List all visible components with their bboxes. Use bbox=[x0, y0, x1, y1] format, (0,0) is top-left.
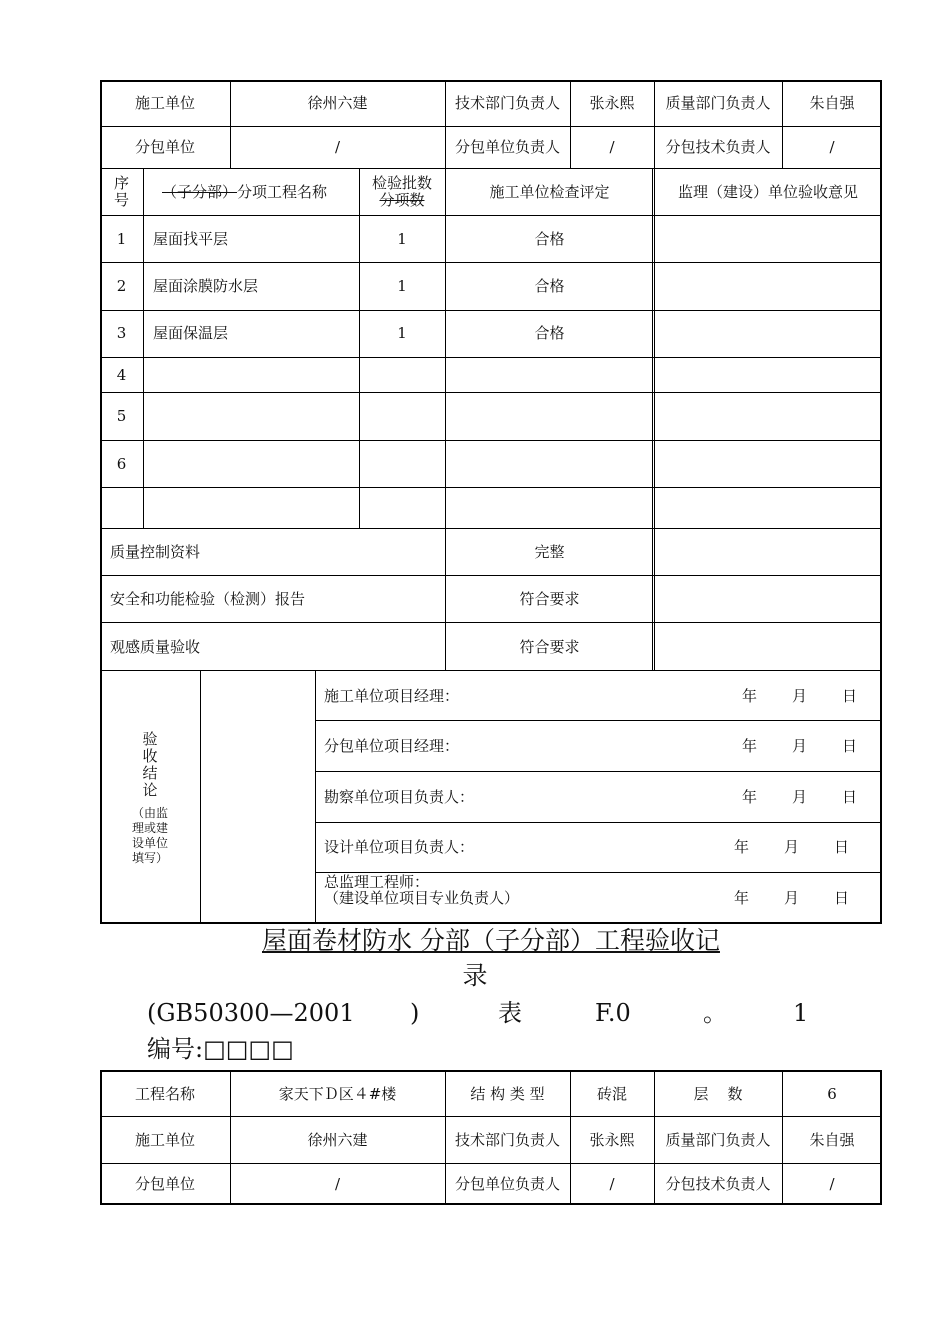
summary-safety-report-label: 安全和功能检验（检测）报告 bbox=[110, 590, 306, 608]
header-item-name-main: 分项工程名称 bbox=[237, 183, 328, 201]
label-tech-dept-head-2: 技术部门负责人 bbox=[454, 1131, 560, 1149]
value-subcontract-head-2: / bbox=[609, 1175, 615, 1193]
label-structure-type: 结 构 类 型 bbox=[470, 1085, 545, 1103]
item-4-no: 4 bbox=[116, 366, 127, 384]
sign-construction-pm: 施工单位项目经理： bbox=[324, 687, 460, 705]
label-construction-unit-2: 施工单位 bbox=[134, 1131, 195, 1149]
sign-5-day: 日 bbox=[834, 889, 850, 907]
value-construction-unit-2: 徐州六建 bbox=[307, 1131, 368, 1149]
item-2-no: 2 bbox=[116, 277, 127, 295]
sign-design-head: 设计单位项目负责人： bbox=[324, 838, 475, 856]
label-floors: 层 数 bbox=[693, 1085, 743, 1103]
value-project-name: 家天下Ｄ区４#楼 bbox=[278, 1085, 397, 1103]
item-3-eval: 合格 bbox=[534, 324, 565, 342]
header-item-count: 分项数 bbox=[379, 191, 425, 209]
conclusion-char-1: 验 bbox=[142, 730, 158, 748]
label-subcontract-tech-head: 分包技术负责人 bbox=[665, 138, 771, 156]
summary-quality-data-value: 完整 bbox=[534, 543, 565, 561]
form-code-one: 1 bbox=[793, 999, 809, 1027]
label-construction-unit: 施工单位 bbox=[134, 94, 195, 112]
sign-3-day: 日 bbox=[842, 788, 858, 806]
value-tech-dept-head-2: 张永熙 bbox=[589, 1131, 635, 1149]
sign-1-year: 年 bbox=[742, 687, 758, 705]
header-seq-1: 序 bbox=[113, 174, 129, 192]
conclusion-note-1: （由监 bbox=[131, 806, 168, 820]
conclusion-char-3: 结 bbox=[142, 764, 158, 782]
sign-4-year: 年 bbox=[734, 838, 750, 856]
summary-quality-data-label: 质量控制资料 bbox=[110, 543, 201, 561]
sign-2-day: 日 bbox=[842, 737, 858, 755]
label-subcontract-head: 分包单位负责人 bbox=[454, 138, 560, 156]
label-subcontract-head-2: 分包单位负责人 bbox=[454, 1175, 560, 1193]
value-subcontract-tech-head: / bbox=[829, 138, 835, 156]
label-project-name: 工程名称 bbox=[134, 1085, 195, 1103]
conclusion-char-2: 收 bbox=[142, 747, 158, 765]
label-tech-dept-head: 技术部门负责人 bbox=[454, 94, 560, 112]
value-tech-dept-head: 张永熙 bbox=[589, 94, 635, 112]
value-floors: 6 bbox=[827, 1085, 837, 1103]
sign-owner-specialist: （建设单位项目专业负责人） bbox=[324, 889, 520, 907]
conclusion-note-3: 设单位 bbox=[131, 836, 168, 850]
summary-appearance-label: 观感质量验收 bbox=[110, 638, 201, 656]
sign-4-month: 月 bbox=[784, 838, 800, 856]
form-code-f0: F.0 bbox=[595, 999, 631, 1027]
conclusion-note-4: 填写） bbox=[131, 851, 168, 865]
value-subcontract-unit: / bbox=[334, 138, 341, 156]
summary-appearance-value: 符合要求 bbox=[519, 638, 580, 656]
sign-5-year: 年 bbox=[734, 889, 750, 907]
header-item-name bbox=[162, 183, 327, 201]
item-6-no: 6 bbox=[116, 455, 127, 473]
form-code-dot: 。 bbox=[703, 999, 727, 1027]
header-batch-count: 检验批数 bbox=[371, 174, 432, 192]
form-label-biao: 表 bbox=[498, 999, 522, 1027]
item-5-no: 5 bbox=[116, 407, 127, 425]
value-subcontract-tech-head-2: / bbox=[829, 1175, 835, 1193]
item-2-count: 1 bbox=[397, 277, 407, 295]
label-subcontract-unit: 分包单位 bbox=[134, 138, 195, 156]
table-border bbox=[100, 80, 882, 924]
item-1-eval: 合格 bbox=[534, 230, 565, 248]
item-2-name: 屋面涂膜防水层 bbox=[153, 277, 259, 295]
sign-3-month: 月 bbox=[792, 788, 808, 806]
item-1-no: 1 bbox=[116, 230, 127, 248]
header-seq-2: 号 bbox=[113, 191, 129, 209]
label-quality-dept-head: 质量部门负责人 bbox=[665, 94, 771, 112]
sign-survey-head: 勘察单位项目负责人： bbox=[324, 788, 475, 806]
item-1-name: 屋面找平层 bbox=[153, 230, 229, 248]
item-3-count: 1 bbox=[397, 324, 407, 342]
sign-2-year: 年 bbox=[742, 737, 758, 755]
value-construction-unit: 徐州六建 bbox=[307, 94, 368, 112]
page-title-line-2: 录 bbox=[462, 961, 488, 990]
header-supervisor-opinion: 监理（建设）单位验收意见 bbox=[677, 183, 858, 201]
sign-5-month: 月 bbox=[784, 889, 800, 907]
standard-paren: ) bbox=[410, 999, 420, 1027]
sign-1-month: 月 bbox=[792, 687, 808, 705]
item-3-name: 屋面保温层 bbox=[153, 324, 229, 342]
item-1-count: 1 bbox=[397, 230, 407, 248]
value-subcontract-head: / bbox=[609, 138, 615, 156]
label-quality-dept-head-2: 质量部门负责人 bbox=[665, 1131, 771, 1149]
sign-3-year: 年 bbox=[742, 788, 758, 806]
sign-chief-supervisor: 总监理工程师： bbox=[324, 873, 430, 891]
conclusion-char-4: 论 bbox=[142, 781, 158, 799]
sign-2-month: 月 bbox=[792, 737, 808, 755]
value-subcontract-unit-2: / bbox=[334, 1175, 341, 1193]
standard-code: (GB50300—2001 bbox=[147, 999, 355, 1027]
label-subcontract-tech-head-2: 分包技术负责人 bbox=[665, 1175, 771, 1193]
value-quality-dept-head-2: 朱自强 bbox=[809, 1131, 855, 1149]
value-quality-dept-head: 朱自强 bbox=[809, 94, 855, 112]
header-self-check: 施工单位检查评定 bbox=[489, 183, 610, 201]
record-number: 编号:□□□□ bbox=[147, 1035, 294, 1063]
sign-4-day: 日 bbox=[834, 838, 850, 856]
page-title-underlined: 屋面卷材防水 bbox=[262, 926, 413, 955]
value-structure-type: 砖混 bbox=[596, 1085, 627, 1103]
header-item-name-struck: （子分部） bbox=[162, 183, 238, 201]
item-2-eval: 合格 bbox=[534, 277, 565, 295]
sign-subcontract-pm: 分包单位项目经理： bbox=[324, 737, 460, 755]
page-title bbox=[262, 925, 720, 957]
item-3-no: 3 bbox=[116, 324, 127, 342]
summary-safety-report-value: 符合要求 bbox=[519, 590, 580, 608]
sign-1-day: 日 bbox=[842, 687, 858, 705]
page-title-rest: 分部（子分部）工程验收记 bbox=[412, 926, 720, 955]
conclusion-note-2: 理或建 bbox=[131, 821, 168, 835]
label-subcontract-unit-2: 分包单位 bbox=[134, 1175, 195, 1193]
